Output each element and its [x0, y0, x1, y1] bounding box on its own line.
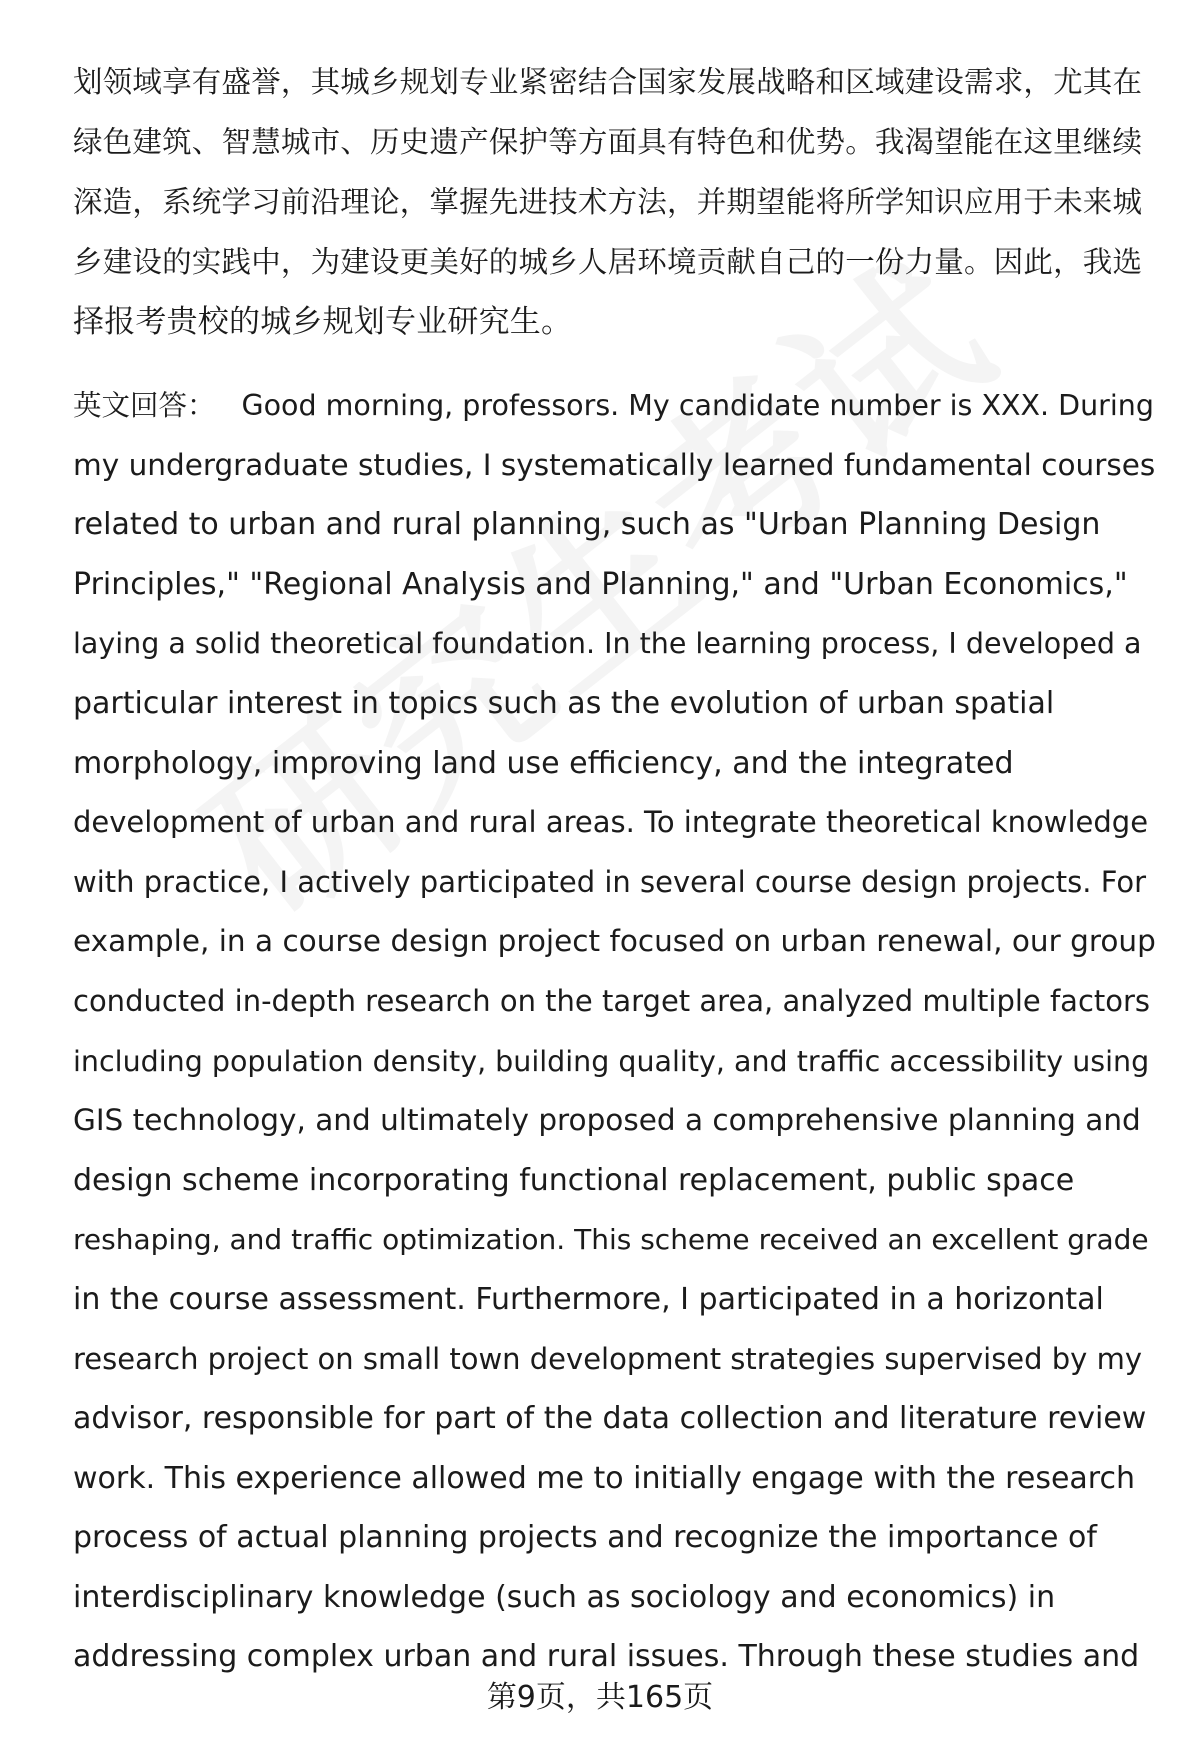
paragraph-line: my undergraduate studies, I systematically learned fundamental courses [73, 447, 1156, 482]
paragraph-first-line [73, 376, 1153, 436]
paragraph-line: Principles," "Regional Analysis and Planning," and "Urban Economics," [73, 566, 1128, 602]
paragraph-line: process of actual planning projects and recognize the importance of [73, 1520, 1097, 1556]
paragraph-line: related to urban and rural planning, such as "Urban Planning Design [73, 507, 1101, 543]
paragraph-line-text: Good morning, professors. My candidate number is XXX. During [241, 389, 1154, 422]
paragraph-line: addressing complex urban and rural issues. Through these studies and [73, 1639, 1140, 1675]
chinese-paragraph [73, 52, 1153, 352]
paragraph-line: including population density, building quality, and traffic accessibility using [73, 1044, 1150, 1078]
paragraph-line: development of urban and rural areas. To integrate theoretical knowledge [73, 805, 1149, 840]
paragraph-line: GIS technology, and ultimately proposed a comprehensive planning and [73, 1103, 1141, 1138]
paragraph-line: 择报考贵校的城乡规划专业研究生。 [73, 304, 573, 340]
page-number-footer: 第9页，共165页 [486, 1680, 714, 1715]
paragraph-line: interdisciplinary knowledge (such as sociology and economics) in [73, 1579, 1056, 1615]
paragraph-line: work. This experience allowed me to initially engage with the research [73, 1460, 1135, 1496]
paragraph-line: advisor, responsible for part of the data collection and literature review [73, 1401, 1147, 1437]
paragraph-line: reshaping, and traffic optimization. This scheme received an excellent grade [73, 1223, 1149, 1257]
paragraph-line: in the course assessment. Furthermore, I participated in a horizontal [73, 1281, 1104, 1317]
paragraph-line: example, in a course design project focused on urban renewal, our group [73, 924, 1156, 959]
paragraph-line: laying a solid theoretical foundation. In the learning process, I developed a [73, 627, 1142, 661]
paragraph-line: conducted in-depth research on the target area, analyzed multiple factors [73, 983, 1151, 1018]
paragraph-line: with practice, I actively participated in several course design projects. For [73, 864, 1147, 899]
paragraph-line: 绿色建筑、智慧城市、历史遗产保护等方面具有特色和优势。我渴望能在这里继续 [73, 125, 1143, 159]
paragraph-line: 深造，系统学习前沿理论，掌握先进技术方法，并期望能将所学知识应用于未来城 [73, 185, 1143, 219]
paragraph-line: research project on small town development strategies supervised by my [73, 1341, 1142, 1376]
english-answer-paragraph [73, 376, 1156, 1687]
paragraph-line: particular interest in topics such as the evolution of urban spatial [73, 685, 1055, 721]
paragraph-line: design scheme incorporating functional replacement, public space [73, 1162, 1075, 1198]
english-answer-label: 英文回答： [73, 389, 216, 422]
paragraph-line: 乡建设的实践中，为建设更美好的城乡人居环境贡献自己的一份力量。因此，我选 [73, 245, 1143, 279]
paragraph-line: morphology, improving land use efficiency, and the integrated [73, 745, 1014, 781]
paragraph-line: 划领域享有盛誉，其城乡规划专业紧密结合国家发展战略和区域建设需求，尤其在 [73, 65, 1143, 99]
